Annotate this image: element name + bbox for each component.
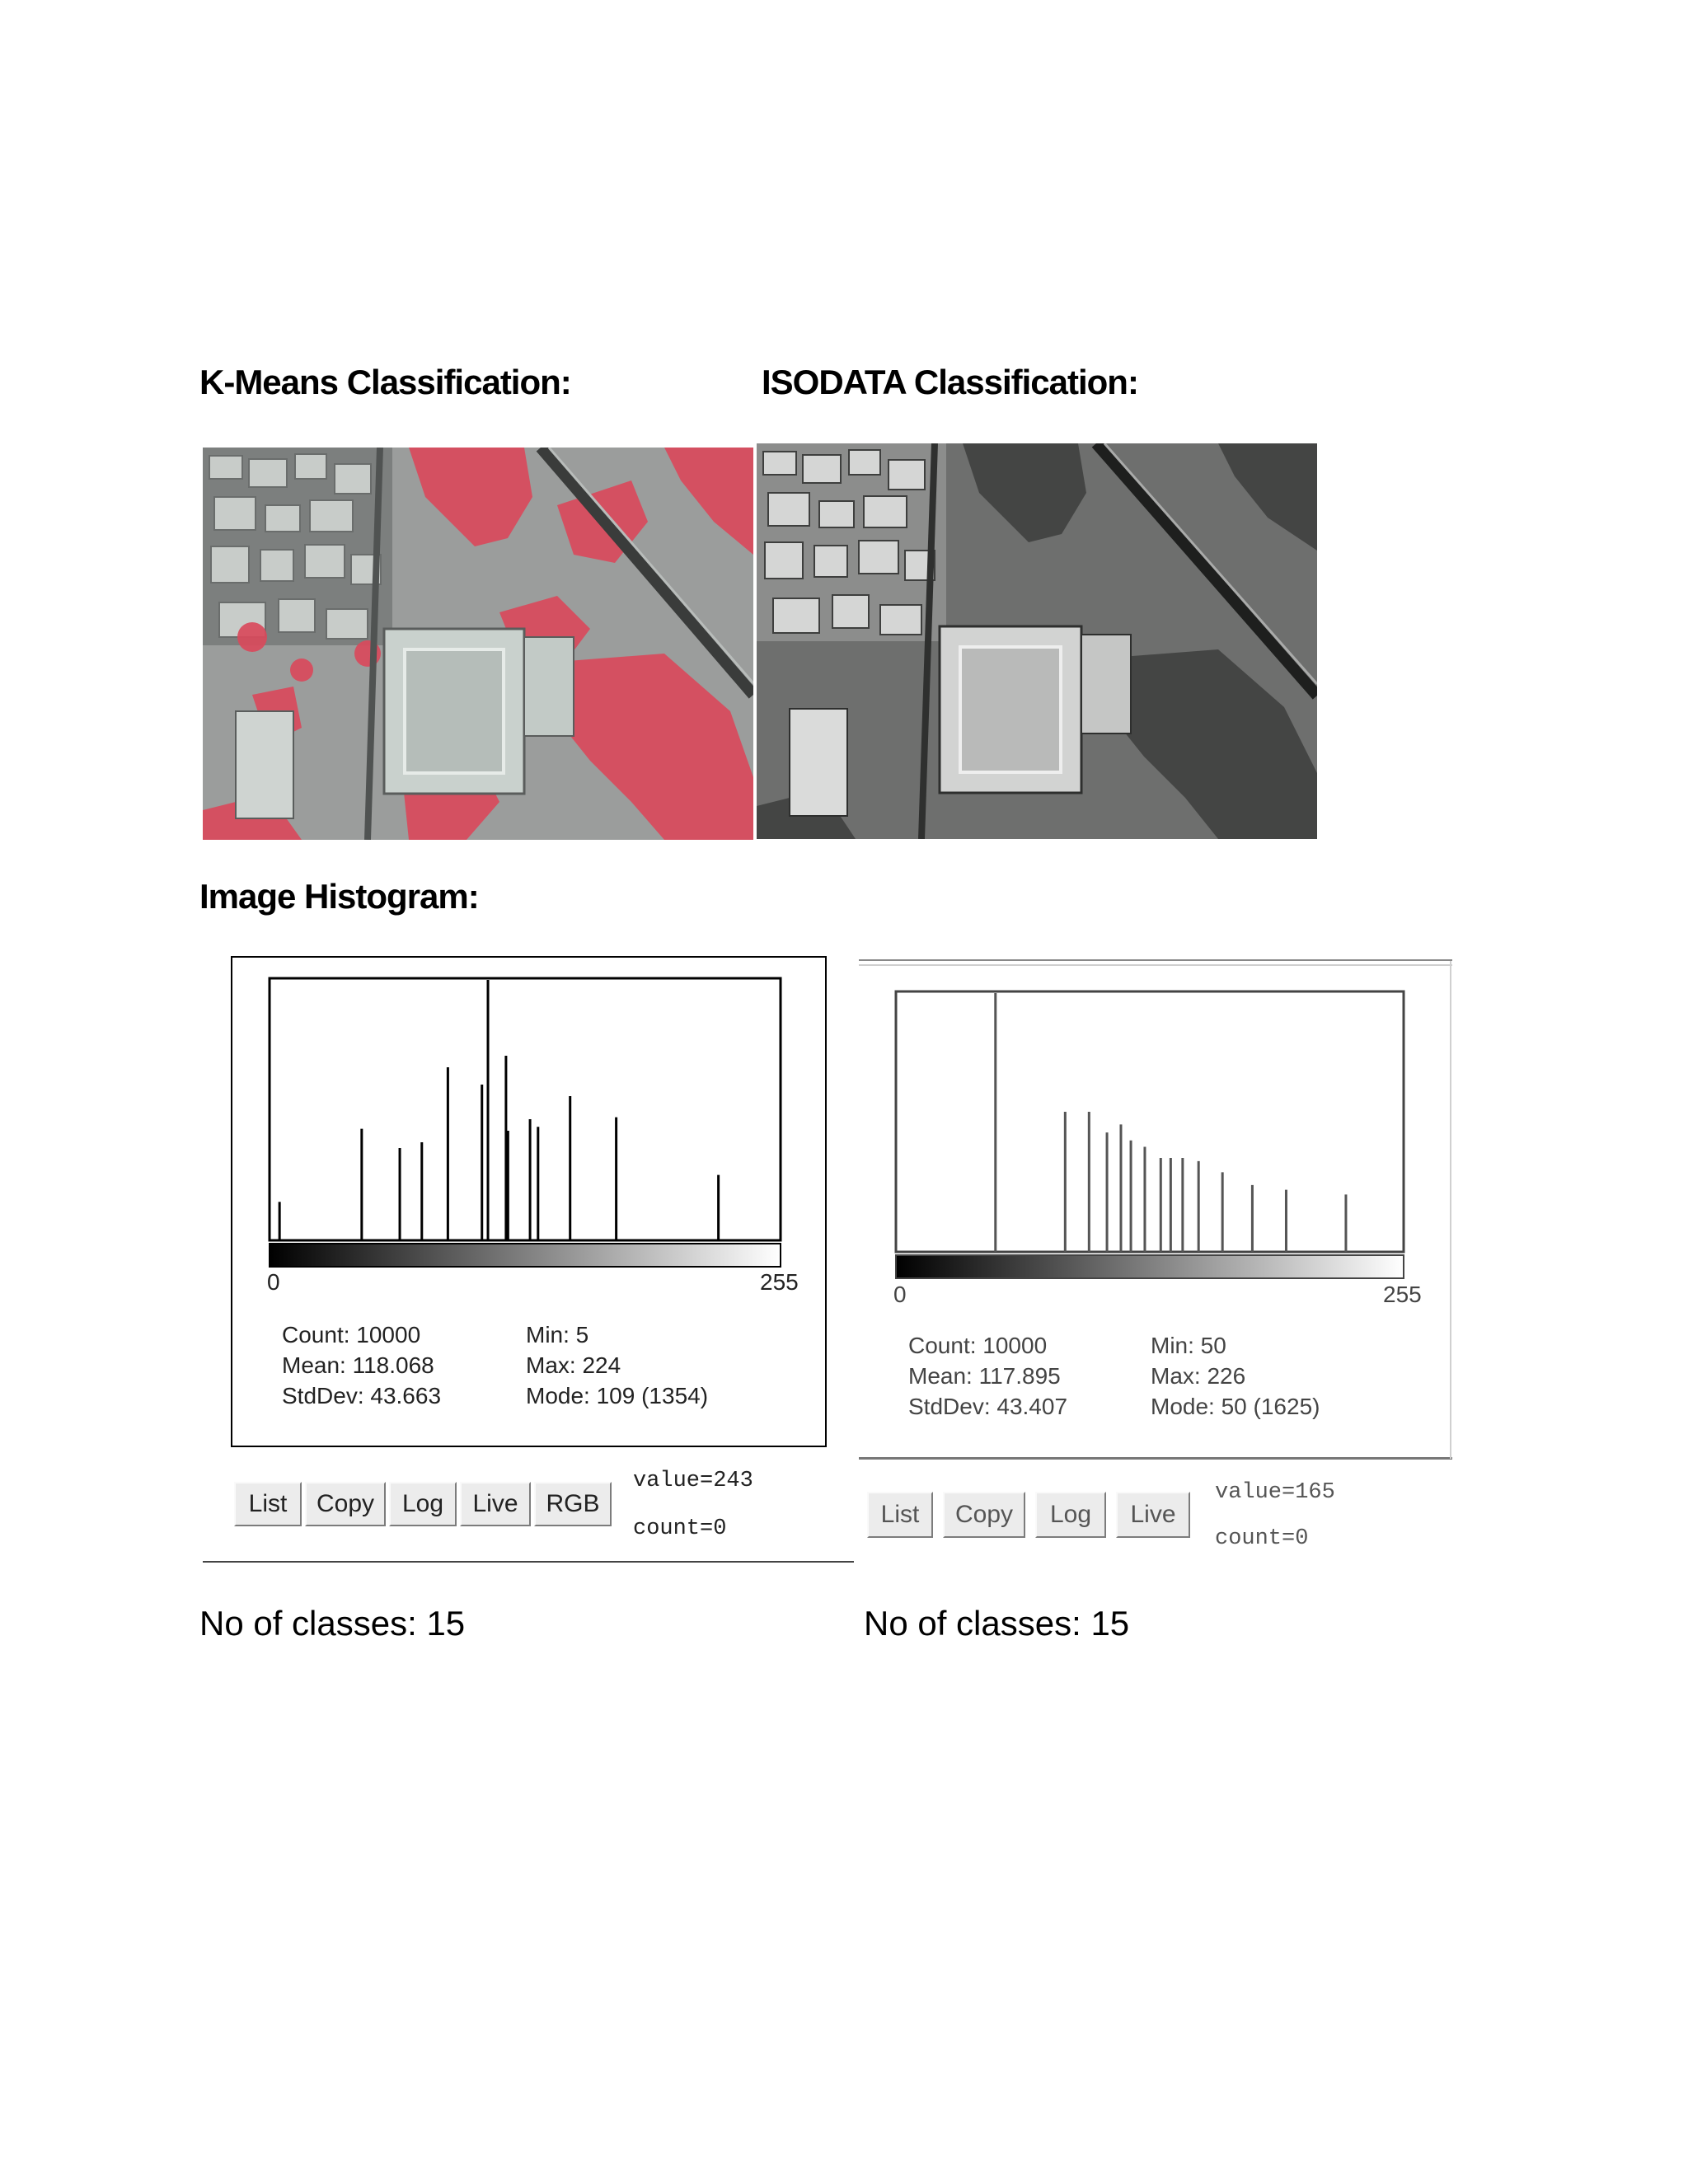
kmeans-classified-image — [203, 448, 753, 840]
histogram-heading: Image Histogram: — [199, 877, 479, 916]
histogram-kmeans — [269, 977, 783, 1268]
kmeans-heading: K-Means Classification: — [199, 363, 571, 401]
stat-min: Min: 50 — [1151, 1333, 1226, 1358]
count-readout: count=0 — [1215, 1526, 1309, 1551]
stat-stddev: StdDev: 43.407 — [908, 1394, 1068, 1419]
divider-line — [203, 1561, 854, 1563]
stat-max: Max: 226 — [1151, 1363, 1246, 1389]
value-readout: value=243 — [633, 1469, 753, 1493]
histogram-isodata — [895, 991, 1406, 1279]
window-right-edge — [1450, 961, 1451, 1459]
value-readout: value=165 — [1215, 1480, 1335, 1505]
grayscale-ramp — [270, 1244, 781, 1267]
list-button[interactable]: List — [867, 1492, 933, 1538]
log-button[interactable]: Log — [1035, 1492, 1106, 1538]
isodata-heading: ISODATA Classification: — [762, 363, 1138, 401]
stat-mean: Mean: 118.068 — [282, 1352, 434, 1378]
rgb-button[interactable]: RGB — [534, 1482, 612, 1526]
log-button[interactable]: Log — [389, 1482, 457, 1526]
isodata-classes-count: No of classes: 15 — [864, 1604, 1130, 1643]
count-readout: count=0 — [633, 1516, 727, 1541]
stat-count: Count: 10000 — [282, 1322, 421, 1347]
axis-max-label: 255 — [1383, 1282, 1422, 1307]
stat-mean: Mean: 117.895 — [908, 1363, 1061, 1389]
window-bottom-edge — [859, 1457, 1452, 1460]
copy-button[interactable]: Copy — [305, 1482, 386, 1526]
stat-max: Max: 224 — [526, 1352, 621, 1378]
histogram-plot-frame — [896, 991, 1404, 1252]
isodata-classified-image — [757, 443, 1317, 839]
stat-mode: Mode: 50 (1625) — [1151, 1394, 1320, 1419]
stat-min: Min: 5 — [526, 1322, 589, 1347]
histogram-plot-frame — [270, 978, 781, 1240]
copy-button[interactable]: Copy — [943, 1492, 1025, 1538]
axis-min-label: 0 — [893, 1282, 907, 1307]
window-top-edge — [859, 959, 1452, 966]
stat-mode: Mode: 109 (1354) — [526, 1383, 709, 1408]
kmeans-classes-count: No of classes: 15 — [199, 1604, 466, 1643]
live-button[interactable]: Live — [460, 1482, 531, 1526]
stat-count: Count: 10000 — [908, 1333, 1048, 1358]
list-button[interactable]: List — [234, 1482, 302, 1526]
axis-min-label: 0 — [267, 1269, 280, 1295]
axis-max-label: 255 — [760, 1269, 799, 1295]
stat-stddev: StdDev: 43.663 — [282, 1383, 442, 1408]
grayscale-ramp — [896, 1255, 1404, 1278]
live-button[interactable]: Live — [1116, 1492, 1190, 1538]
